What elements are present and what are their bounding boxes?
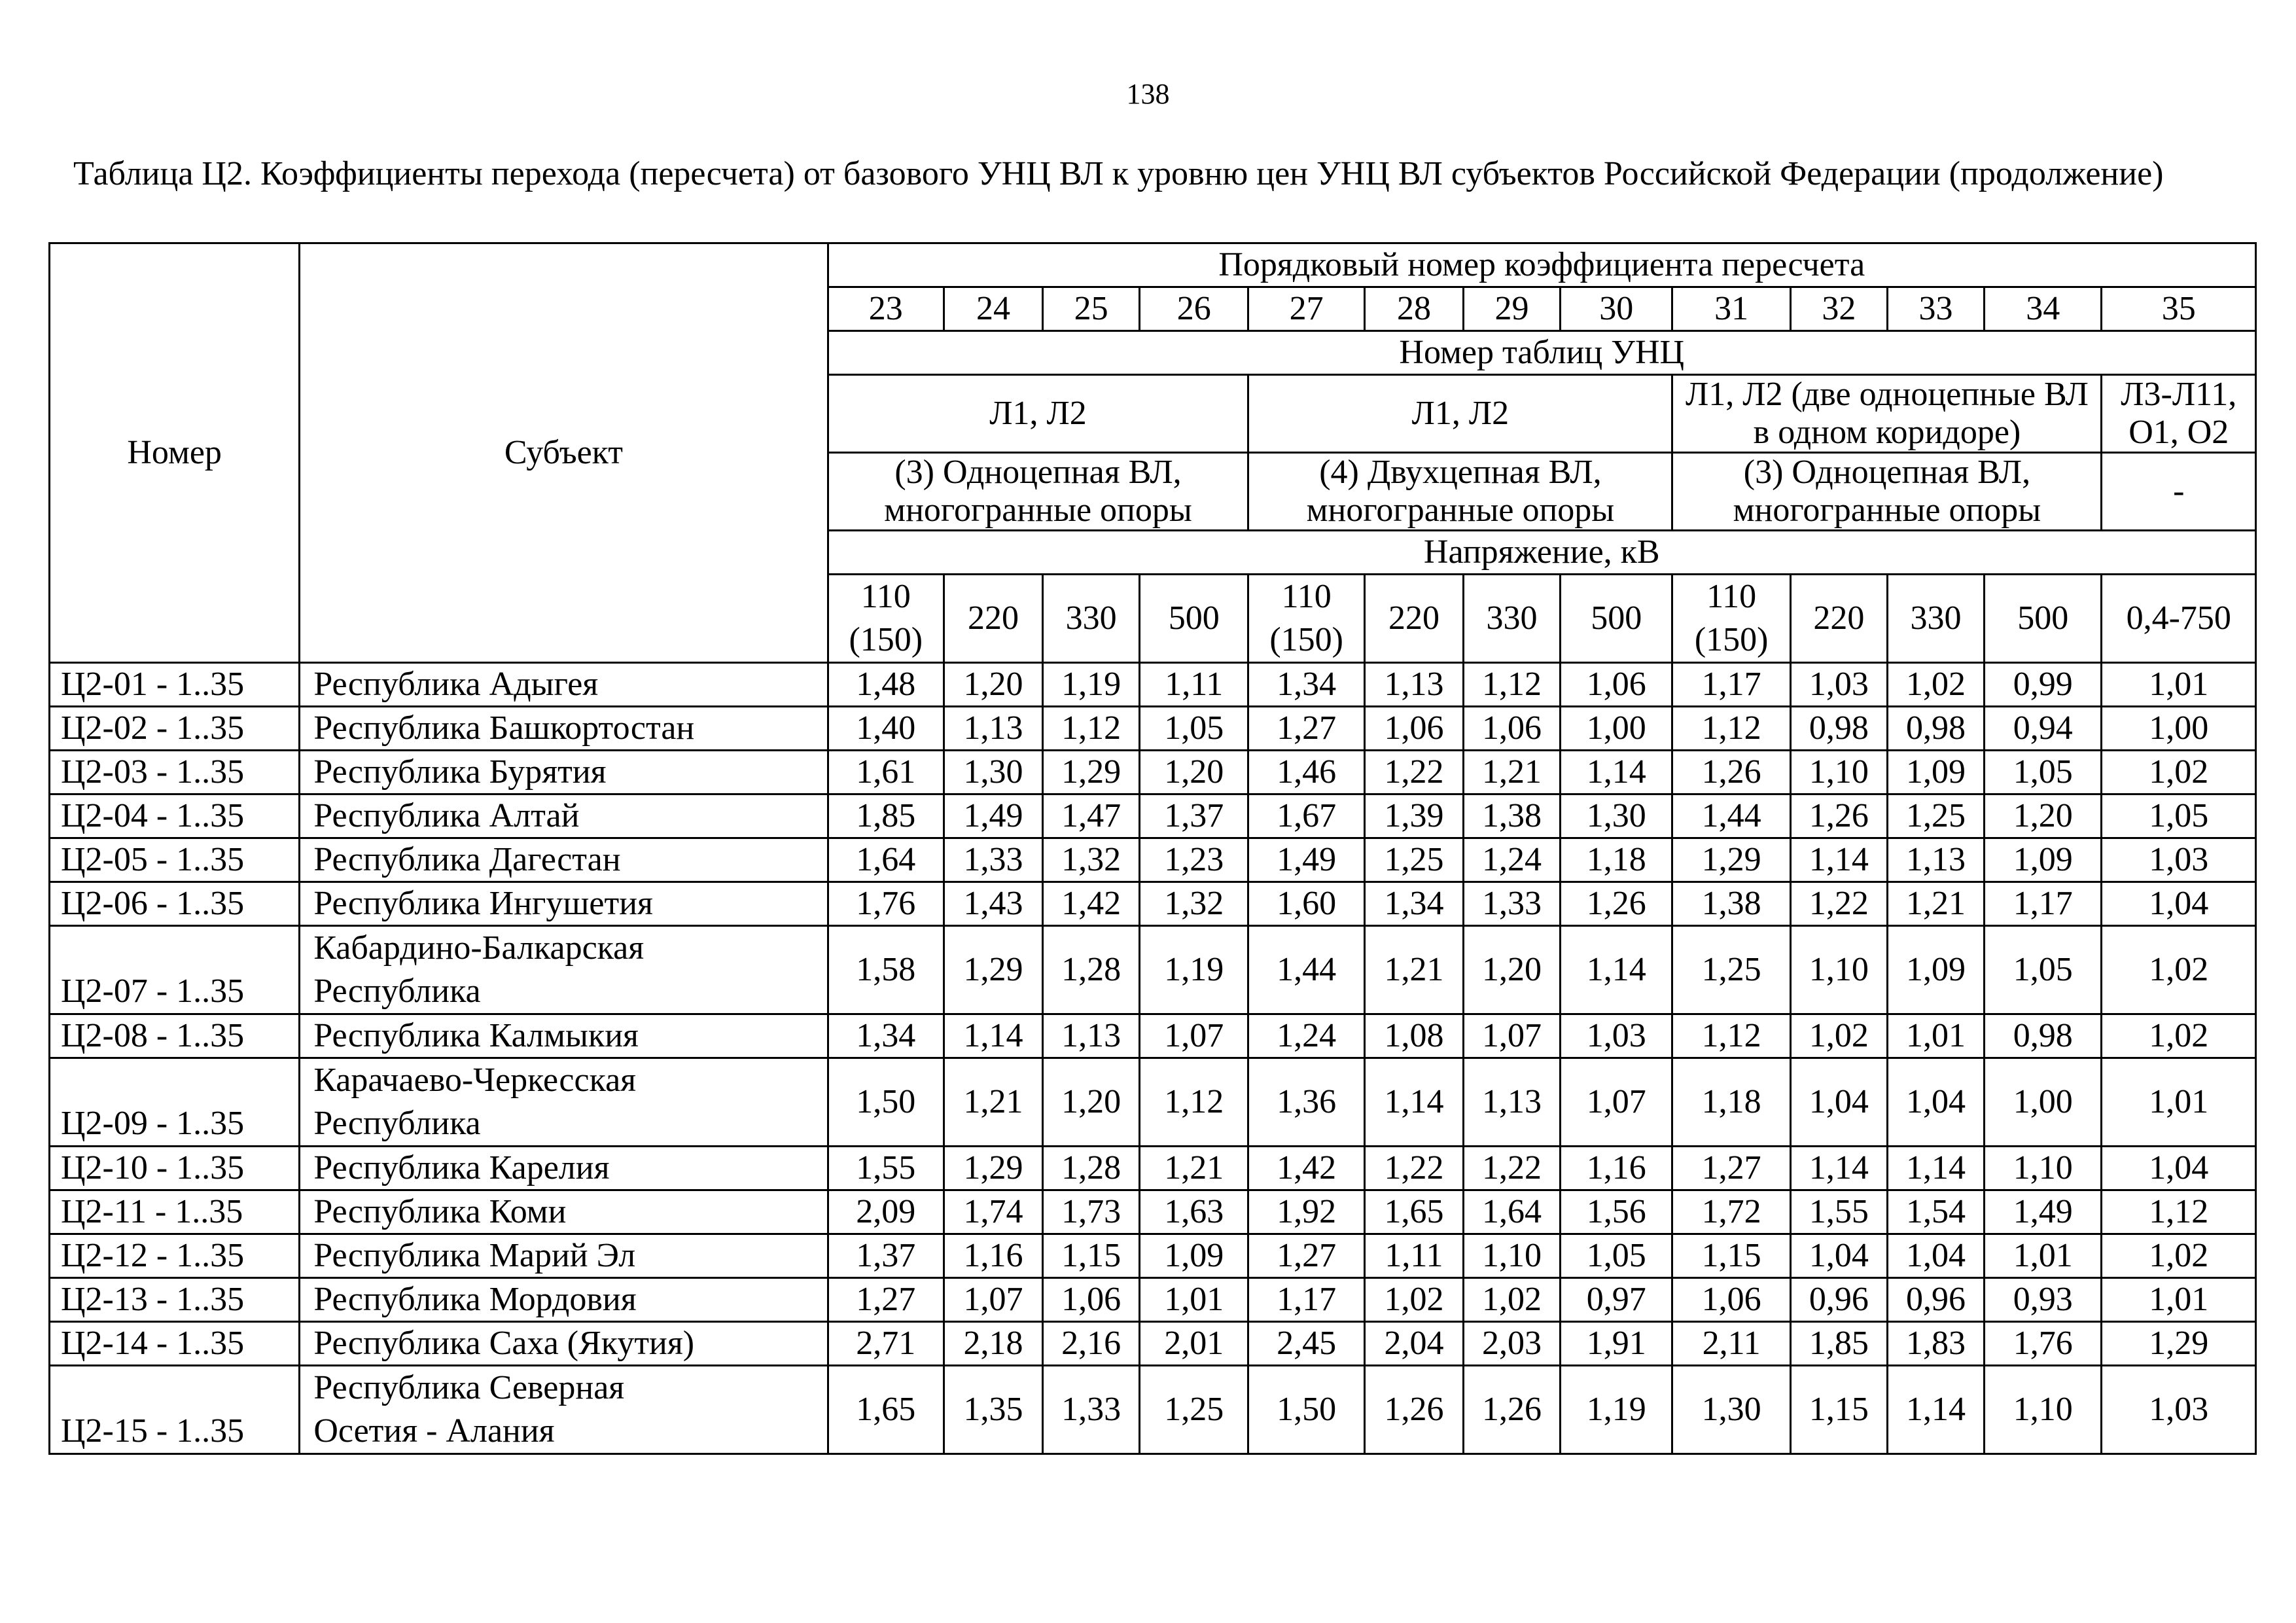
value-cell: 1,11 (1364, 1234, 1463, 1278)
row-subject-line: Республика (313, 972, 481, 1010)
value-cell: 1,13 (1463, 1058, 1560, 1147)
value-cell: 2,18 (944, 1322, 1042, 1366)
coef-index-cell: 35 (2102, 287, 2256, 331)
value-cell: 1,14 (1364, 1058, 1463, 1147)
value-cell: 1,30 (1672, 1366, 1791, 1454)
value-cell: 1,04 (2102, 882, 2256, 926)
value-cell: 1,92 (1248, 1190, 1364, 1234)
voltage-cell: 0,4-750 (2102, 575, 2256, 663)
value-cell: 0,97 (1561, 1278, 1672, 1322)
value-cell: 1,07 (944, 1278, 1042, 1322)
value-cell: 1,20 (1985, 794, 2102, 838)
value-cell: 1,29 (2102, 1322, 2256, 1366)
value-cell: 1,12 (1672, 707, 1791, 751)
line-type-2: (4) Двухцепная ВЛ, многогранные опоры (1248, 453, 1672, 531)
value-cell: 0,98 (1887, 707, 1984, 751)
value-cell: 1,35 (944, 1366, 1042, 1454)
coef-index-cell: 23 (828, 287, 944, 331)
row-code: Ц2-01 - 1..35 (50, 663, 300, 707)
coef-index-cell: 27 (1248, 287, 1364, 331)
value-cell: 0,99 (1985, 663, 2102, 707)
value-cell: 1,15 (1790, 1366, 1887, 1454)
value-cell: 1,14 (1561, 751, 1672, 794)
value-cell: 1,44 (1672, 794, 1791, 838)
value-cell: 1,16 (1561, 1147, 1672, 1190)
line-type-4: - (2102, 453, 2256, 531)
value-cell: 1,23 (1140, 838, 1248, 882)
value-cell: 1,04 (1887, 1058, 1984, 1147)
value-cell: 1,64 (828, 838, 944, 882)
value-cell: 1,40 (828, 707, 944, 751)
value-cell: 1,01 (1887, 1014, 1984, 1058)
value-cell: 1,00 (1985, 1058, 2102, 1147)
coef-index-cell: 30 (1561, 287, 1672, 331)
value-cell: 1,25 (1672, 926, 1791, 1014)
value-cell: 1,02 (2102, 1014, 2256, 1058)
value-cell: 1,02 (2102, 1234, 2256, 1278)
value-cell: 1,26 (1672, 751, 1791, 794)
value-cell: 1,14 (1790, 1147, 1887, 1190)
value-cell: 2,03 (1463, 1322, 1560, 1366)
value-cell: 1,34 (828, 1014, 944, 1058)
value-cell: 1,03 (2102, 1366, 2256, 1454)
header-subject: Субъект (300, 243, 828, 663)
coef-index-cell: 29 (1463, 287, 1560, 331)
value-cell: 1,25 (1140, 1366, 1248, 1454)
value-cell: 1,48 (828, 663, 944, 707)
row-subject: Республика Дагестан (300, 838, 828, 882)
value-cell: 1,44 (1248, 926, 1364, 1014)
value-cell: 1,12 (1043, 707, 1140, 751)
coef-index-cell: 31 (1672, 287, 1791, 331)
value-cell: 1,33 (1463, 882, 1560, 926)
unc-table-title: Номер таблиц УНЦ (828, 331, 2255, 375)
value-cell: 1,55 (1790, 1190, 1887, 1234)
value-cell: 1,08 (1364, 1014, 1463, 1058)
voltage-cell: 220 (1364, 575, 1463, 663)
table-row (50, 663, 2256, 707)
value-cell: 1,01 (2102, 1278, 2256, 1322)
voltage-cell: 330 (1043, 575, 1140, 663)
value-cell: 1,32 (1140, 882, 1248, 926)
value-cell: 1,30 (944, 751, 1042, 794)
row-subject: Республика Алтай (300, 794, 828, 838)
table-row (50, 1366, 2256, 1454)
value-cell: 1,30 (1561, 794, 1672, 838)
table-row (50, 1014, 2256, 1058)
value-cell: 1,29 (1672, 838, 1791, 882)
value-cell: 1,13 (944, 707, 1042, 751)
value-cell: 1,05 (1561, 1234, 1672, 1278)
value-cell: 1,33 (1043, 1366, 1140, 1454)
value-cell: 1,73 (1043, 1190, 1140, 1234)
value-cell: 1,42 (1043, 882, 1140, 926)
coef-index-cell: 34 (1985, 287, 2102, 331)
value-cell: 2,11 (1672, 1322, 1791, 1366)
value-cell: 1,38 (1463, 794, 1560, 838)
value-cell: 1,12 (1140, 1058, 1248, 1147)
value-cell: 0,96 (1887, 1278, 1984, 1322)
row-subject: Республика Марий Эл (300, 1234, 828, 1278)
value-cell: 1,26 (1790, 794, 1887, 838)
value-cell: 1,20 (1463, 926, 1560, 1014)
value-cell: 1,27 (1248, 707, 1364, 751)
row-code: Ц2-14 - 1..35 (50, 1322, 300, 1366)
row-subject: Республика Карелия (300, 1147, 828, 1190)
value-cell: 1,21 (1463, 751, 1560, 794)
value-cell: 1,26 (1463, 1366, 1560, 1454)
value-cell: 1,05 (1985, 751, 2102, 794)
value-cell: 1,49 (944, 794, 1042, 838)
coef-index-cell: 33 (1887, 287, 1984, 331)
value-cell: 1,39 (1364, 794, 1463, 838)
value-cell: 0,98 (1985, 1014, 2102, 1058)
row-code: Ц2-08 - 1..35 (50, 1014, 300, 1058)
value-cell: 1,17 (1985, 882, 2102, 926)
value-cell: 1,50 (828, 1058, 944, 1147)
value-cell: 1,22 (1790, 882, 1887, 926)
value-cell: 1,29 (944, 1147, 1042, 1190)
value-cell: 1,27 (828, 1278, 944, 1322)
value-cell: 1,09 (1887, 751, 1984, 794)
value-cell: 1,42 (1248, 1147, 1364, 1190)
value-cell: 1,67 (1248, 794, 1364, 838)
value-cell: 1,00 (1561, 707, 1672, 751)
value-cell: 1,22 (1364, 1147, 1463, 1190)
row-subject-line: Карачаево-Черкесская (313, 1061, 637, 1099)
table-row (50, 838, 2256, 882)
table-row (50, 707, 2256, 751)
value-cell: 1,21 (944, 1058, 1042, 1147)
value-cell: 1,32 (1043, 838, 1140, 882)
value-cell: 1,58 (828, 926, 944, 1014)
value-cell: 1,17 (1248, 1278, 1364, 1322)
value-cell: 1,20 (1140, 751, 1248, 794)
row-subject-line: Республика Северная (313, 1369, 625, 1406)
value-cell: 1,13 (1887, 838, 1984, 882)
value-cell: 1,63 (1140, 1190, 1248, 1234)
table-row (50, 1322, 2256, 1366)
value-cell: 1,28 (1043, 926, 1140, 1014)
value-cell: 1,12 (1463, 663, 1560, 707)
row-code: Ц2-11 - 1..35 (50, 1190, 300, 1234)
value-cell: 1,43 (944, 882, 1042, 926)
row-subject (300, 926, 828, 1014)
value-cell: 1,04 (2102, 1147, 2256, 1190)
coefficient-table (48, 242, 2257, 1455)
row-code: Ц2-06 - 1..35 (50, 882, 300, 926)
value-cell: 1,05 (1985, 926, 2102, 1014)
value-cell: 1,85 (828, 794, 944, 838)
value-cell: 2,09 (828, 1190, 944, 1234)
value-cell: 1,49 (1248, 838, 1364, 882)
voltage-cell: 220 (944, 575, 1042, 663)
value-cell: 1,18 (1561, 838, 1672, 882)
row-code: Ц2-12 - 1..35 (50, 1234, 300, 1278)
value-cell: 1,28 (1043, 1147, 1140, 1190)
value-cell: 1,34 (1248, 663, 1364, 707)
value-cell: 0,98 (1790, 707, 1887, 751)
page-number: 138 (1126, 78, 1170, 110)
coef-index-cell: 24 (944, 287, 1042, 331)
value-cell: 1,09 (1985, 838, 2102, 882)
value-cell: 1,19 (1140, 926, 1248, 1014)
coef-index-title: Порядковый номер коэффициента пересчета (828, 243, 2255, 287)
value-cell: 1,03 (2102, 838, 2256, 882)
value-cell: 1,65 (828, 1366, 944, 1454)
value-cell: 1,13 (1043, 1014, 1140, 1058)
row-subject (300, 1366, 828, 1454)
value-cell: 1,07 (1561, 1058, 1672, 1147)
value-cell: 1,20 (1043, 1058, 1140, 1147)
row-code: Ц2-09 - 1..35 (50, 1058, 300, 1147)
row-code: Ц2-15 - 1..35 (50, 1366, 300, 1454)
value-cell: 1,16 (944, 1234, 1042, 1278)
table-row (50, 1147, 2256, 1190)
value-cell: 1,61 (828, 751, 944, 794)
value-cell: 1,49 (1985, 1190, 2102, 1234)
value-cell: 1,83 (1887, 1322, 1984, 1366)
value-cell: 1,72 (1672, 1190, 1791, 1234)
row-subject (300, 1058, 828, 1147)
value-cell: 1,06 (1463, 707, 1560, 751)
voltage-cell: 500 (1985, 575, 2102, 663)
value-cell: 1,02 (1364, 1278, 1463, 1322)
row-code: Ц2-10 - 1..35 (50, 1147, 300, 1190)
table-row (50, 1234, 2256, 1278)
value-cell: 0,94 (1985, 707, 2102, 751)
value-cell: 1,01 (1140, 1278, 1248, 1322)
voltage-cell: 220 (1790, 575, 1887, 663)
value-cell: 1,15 (1043, 1234, 1140, 1278)
value-cell: 1,19 (1043, 663, 1140, 707)
value-cell: 1,36 (1248, 1058, 1364, 1147)
value-cell: 1,24 (1248, 1014, 1364, 1058)
value-cell: 1,11 (1140, 663, 1248, 707)
row-subject: Республика Мордовия (300, 1278, 828, 1322)
value-cell: 1,19 (1561, 1366, 1672, 1454)
unc-group-2: Л1, Л2 (1248, 375, 1672, 453)
value-cell: 1,20 (944, 663, 1042, 707)
value-cell: 1,02 (2102, 751, 2256, 794)
coef-index-cell: 25 (1043, 287, 1140, 331)
value-cell: 1,14 (1887, 1366, 1984, 1454)
value-cell: 1,10 (1985, 1147, 2102, 1190)
voltage-title: Напряжение, кВ (828, 531, 2255, 575)
value-cell: 1,60 (1248, 882, 1364, 926)
row-code: Ц2-05 - 1..35 (50, 838, 300, 882)
value-cell: 1,05 (2102, 794, 2256, 838)
value-cell: 1,34 (1364, 882, 1463, 926)
value-cell: 1,38 (1672, 882, 1791, 926)
value-cell: 2,45 (1248, 1322, 1364, 1366)
value-cell: 1,09 (1140, 1234, 1248, 1278)
value-cell: 1,14 (1790, 838, 1887, 882)
value-cell: 1,01 (1985, 1234, 2102, 1278)
table-body (50, 663, 2256, 1454)
value-cell: 1,10 (1463, 1234, 1560, 1278)
value-cell: 1,22 (1364, 751, 1463, 794)
value-cell: 1,24 (1463, 838, 1560, 882)
value-cell: 1,02 (1887, 663, 1984, 707)
row-code: Ц2-03 - 1..35 (50, 751, 300, 794)
value-cell: 1,14 (1561, 926, 1672, 1014)
value-cell: 1,10 (1790, 751, 1887, 794)
row-subject: Республика Башкортостан (300, 707, 828, 751)
value-cell: 1,21 (1140, 1147, 1248, 1190)
value-cell: 1,22 (1463, 1147, 1560, 1190)
value-cell: 1,02 (2102, 926, 2256, 1014)
table-caption: Таблица Ц2. Коэффициенты перехода (пересчета) от базового УНЦ ВЛ к уровню цен УНЦ ВЛ субъектов Российской Федерации (продолжение) (73, 155, 2164, 192)
value-cell: 1,01 (2102, 663, 2256, 707)
value-cell: 1,47 (1043, 794, 1140, 838)
value-cell: 1,74 (944, 1190, 1042, 1234)
value-cell: 1,07 (1140, 1014, 1248, 1058)
value-cell: 1,04 (1887, 1234, 1984, 1278)
value-cell: 1,54 (1887, 1190, 1984, 1234)
value-cell: 1,29 (1043, 751, 1140, 794)
value-cell: 1,05 (1140, 707, 1248, 751)
value-cell: 2,01 (1140, 1322, 1248, 1366)
row-subject: Республика Адыгея (300, 663, 828, 707)
value-cell: 1,46 (1248, 751, 1364, 794)
table-row (50, 751, 2256, 794)
unc-group-3: Л1, Л2 (две одноцепные ВЛ в одном коридоре) (1672, 375, 2102, 453)
value-cell: 1,21 (1364, 926, 1463, 1014)
value-cell: 1,25 (1364, 838, 1463, 882)
table-row (50, 1190, 2256, 1234)
value-cell: 1,55 (828, 1147, 944, 1190)
voltage-cell: 500 (1561, 575, 1672, 663)
coef-index-cell: 32 (1790, 287, 1887, 331)
voltage-cell: 110 (150) (1248, 575, 1364, 663)
coef-index-cell: 28 (1364, 287, 1463, 331)
value-cell: 1,06 (1672, 1278, 1791, 1322)
value-cell: 1,25 (1887, 794, 1984, 838)
value-cell: 0,93 (1985, 1278, 2102, 1322)
value-cell: 1,56 (1561, 1190, 1672, 1234)
unc-group-4: Л3-Л11, О1, О2 (2102, 375, 2256, 453)
value-cell: 1,00 (2102, 707, 2256, 751)
value-cell: 2,71 (828, 1322, 944, 1366)
table-row (50, 1278, 2256, 1322)
value-cell: 1,13 (1364, 663, 1463, 707)
value-cell: 1,09 (1887, 926, 1984, 1014)
table-row (50, 926, 2256, 1014)
value-cell: 1,02 (1790, 1014, 1887, 1058)
value-cell: 1,37 (1140, 794, 1248, 838)
row-subject: Республика Калмыкия (300, 1014, 828, 1058)
value-cell: 1,50 (1248, 1366, 1364, 1454)
row-code: Ц2-04 - 1..35 (50, 794, 300, 838)
value-cell: 1,06 (1043, 1278, 1140, 1322)
value-cell: 1,27 (1248, 1234, 1364, 1278)
value-cell: 1,04 (1790, 1058, 1887, 1147)
line-type-1: (3) Одноцепная ВЛ, многогранные опоры (828, 453, 1248, 531)
value-cell: 1,76 (828, 882, 944, 926)
value-cell: 1,03 (1561, 1014, 1672, 1058)
value-cell: 1,06 (1561, 663, 1672, 707)
value-cell: 1,17 (1672, 663, 1791, 707)
row-code: Ц2-02 - 1..35 (50, 707, 300, 751)
value-cell: 1,10 (1985, 1366, 2102, 1454)
row-subject: Республика Ингушетия (300, 882, 828, 926)
value-cell: 1,76 (1985, 1322, 2102, 1366)
coef-index-cell: 26 (1140, 287, 1248, 331)
value-cell: 1,03 (1790, 663, 1887, 707)
value-cell: 1,91 (1561, 1322, 1672, 1366)
value-cell: 2,16 (1043, 1322, 1140, 1366)
table-row (50, 882, 2256, 926)
value-cell: 1,15 (1672, 1234, 1791, 1278)
value-cell: 1,29 (944, 926, 1042, 1014)
value-cell: 1,26 (1561, 882, 1672, 926)
value-cell: 1,64 (1463, 1190, 1560, 1234)
voltage-cell: 110 (150) (1672, 575, 1791, 663)
value-cell: 1,65 (1364, 1190, 1463, 1234)
voltage-cell: 110 (150) (828, 575, 944, 663)
header-number: Номер (50, 243, 300, 663)
row-code: Ц2-07 - 1..35 (50, 926, 300, 1014)
value-cell: 1,06 (1364, 707, 1463, 751)
row-code: Ц2-13 - 1..35 (50, 1278, 300, 1322)
row-subject-line: Кабардино-Балкарская (313, 929, 645, 967)
value-cell: 1,01 (2102, 1058, 2256, 1147)
value-cell: 1,14 (944, 1014, 1042, 1058)
header-row-coef-title (50, 243, 2256, 287)
value-cell: 1,02 (1463, 1278, 1560, 1322)
line-type-3: (3) Одноцепная ВЛ, многогранные опоры (1672, 453, 2102, 531)
table-row (50, 1058, 2256, 1147)
value-cell: 1,33 (944, 838, 1042, 882)
row-subject-line: Республика (313, 1105, 481, 1142)
value-cell: 2,04 (1364, 1322, 1463, 1366)
row-subject: Республика Саха (Якутия) (300, 1322, 828, 1366)
value-cell: 1,07 (1463, 1014, 1560, 1058)
row-subject-line: Осетия - Алания (313, 1412, 555, 1450)
voltage-cell: 500 (1140, 575, 1248, 663)
value-cell: 1,10 (1790, 926, 1887, 1014)
value-cell: 1,04 (1790, 1234, 1887, 1278)
value-cell: 1,26 (1364, 1366, 1463, 1454)
row-subject: Республика Коми (300, 1190, 828, 1234)
voltage-cell: 330 (1463, 575, 1560, 663)
voltage-cell: 330 (1887, 575, 1984, 663)
value-cell: 1,14 (1887, 1147, 1984, 1190)
value-cell: 1,37 (828, 1234, 944, 1278)
table-row (50, 794, 2256, 838)
value-cell: 1,12 (1672, 1014, 1791, 1058)
value-cell: 0,96 (1790, 1278, 1887, 1322)
value-cell: 1,85 (1790, 1322, 1887, 1366)
value-cell: 1,12 (2102, 1190, 2256, 1234)
value-cell: 1,18 (1672, 1058, 1791, 1147)
unc-group-1: Л1, Л2 (828, 375, 1248, 453)
row-subject: Республика Бурятия (300, 751, 828, 794)
value-cell: 1,21 (1887, 882, 1984, 926)
value-cell: 1,27 (1672, 1147, 1791, 1190)
